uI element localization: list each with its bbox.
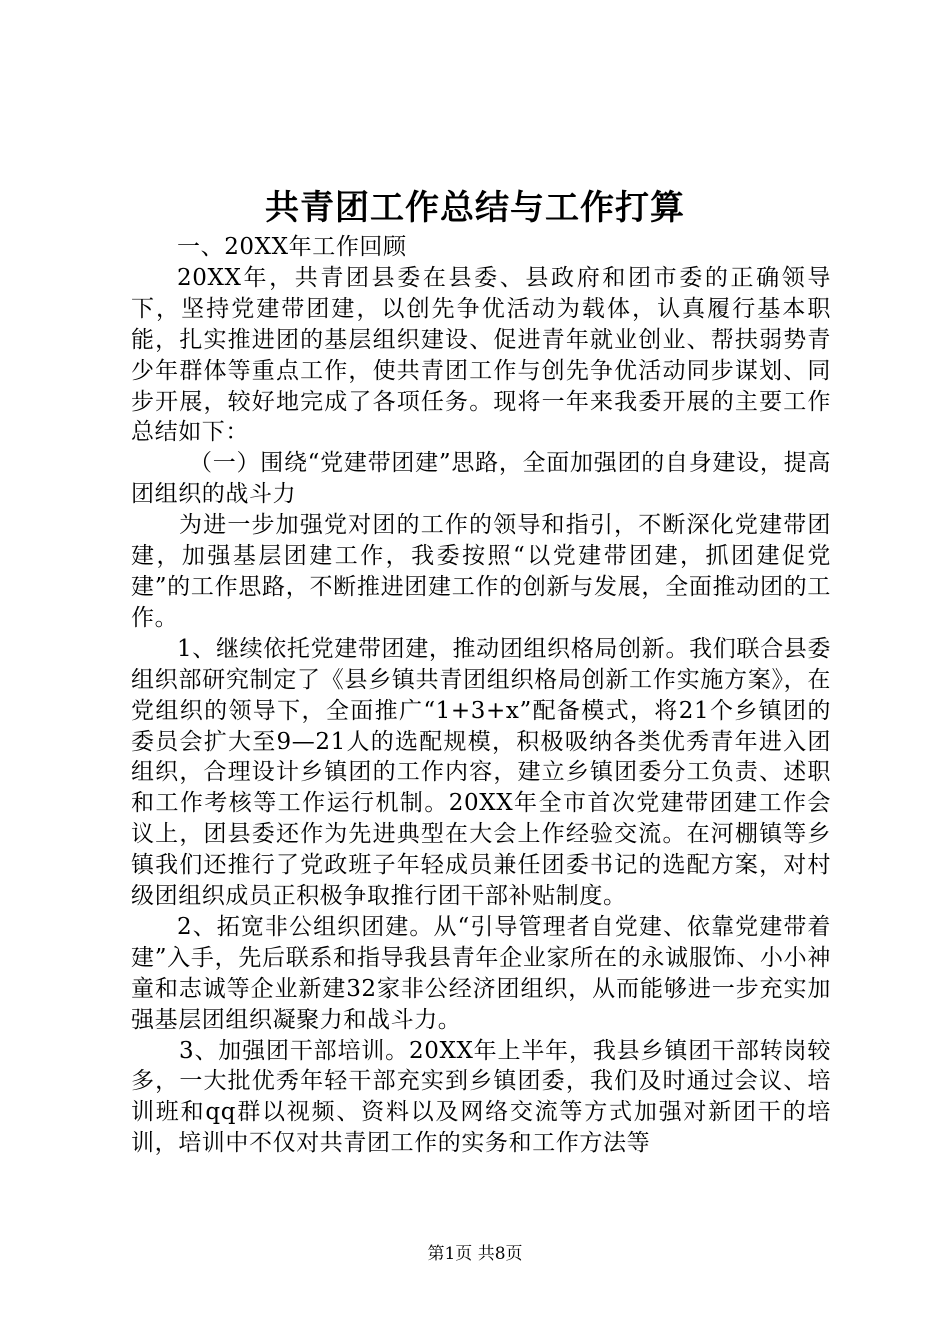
- document-title: 共青团工作总结与工作打算: [265, 188, 685, 228]
- paragraph: 为进一步加强党对团的工作的领导和指引，不断深化党建带团建，加强基层团建工作，我委按照“以党建带团建，抓团建促党建”的工作思路，不断推进团建工作的创新与发展，全面推动团的工作。: [131, 512, 831, 631]
- document-body: [131, 232, 831, 1159]
- subsection-heading: （一）围绕“党建带团建”思路，全面加强团的自身建设，提高团组织的战斗力: [131, 450, 831, 508]
- paragraph: 1、继续依托党建带团建，推动团组织格局创新。我们联合县委组织部研究制定了《县乡镇共青团组织格局创新工作实施方案》，在党组织的领导下，全面推广“1+3+x”配备模式，将21个乡镇团的委员会扩大至9—21人的选配规模，积极吸纳各类优秀青年进入团组织，合理设计乡镇团的工作内容，建立乡镇团委分工负责、述职和工作考核等工作运行机制。20XX年全市首次党建带团建工作会议上，团县委还作为先进典型在大会上作经验交流。在河棚镇等乡镇我们还推行了党政班子年轻成员兼任团委书记的选配方案，对村级团组织成员正积极争取推行团干部补贴制度。: [131, 635, 831, 910]
- page-number-footer: 第1页 共8页: [427, 1244, 523, 1264]
- section-heading: 一、20XX年工作回顾: [177, 234, 407, 260]
- paragraph: 20XX年，共青团县委在县委、县政府和团市委的正确领导下，坚持党建带团建，以创先争优活动为载体，认真履行基本职能，扎实推进团的基层组织建设、促进青年就业创业、帮扶弱势青少年群体等重点工作，使共青团工作与创先争优活动同步谋划、同步开展，较好地完成了各项任务。现将一年来我委开展的主要工作总结如下：: [131, 264, 831, 446]
- paragraph: 3、加强团干部培训。20XX年上半年，我县乡镇团干部转岗较多，一大批优秀年轻干部充实到乡镇团委，我们及时通过会议、培训班和qq群以视频、资料以及网络交流等方式加强对新团干的培训，培训中不仅对共青团工作的实务和工作方法等: [131, 1037, 831, 1157]
- paragraph: 2、拓宽非公组织团建。从“引导管理者自党建、依靠党建带着建”入手，先后联系和指导我县青年企业家所在的永诚服饰、小小神童和志诚等企业新建32家非公经济团组织，从而能够进一步充实加强基层团组织凝聚力和战斗力。: [131, 913, 831, 1033]
